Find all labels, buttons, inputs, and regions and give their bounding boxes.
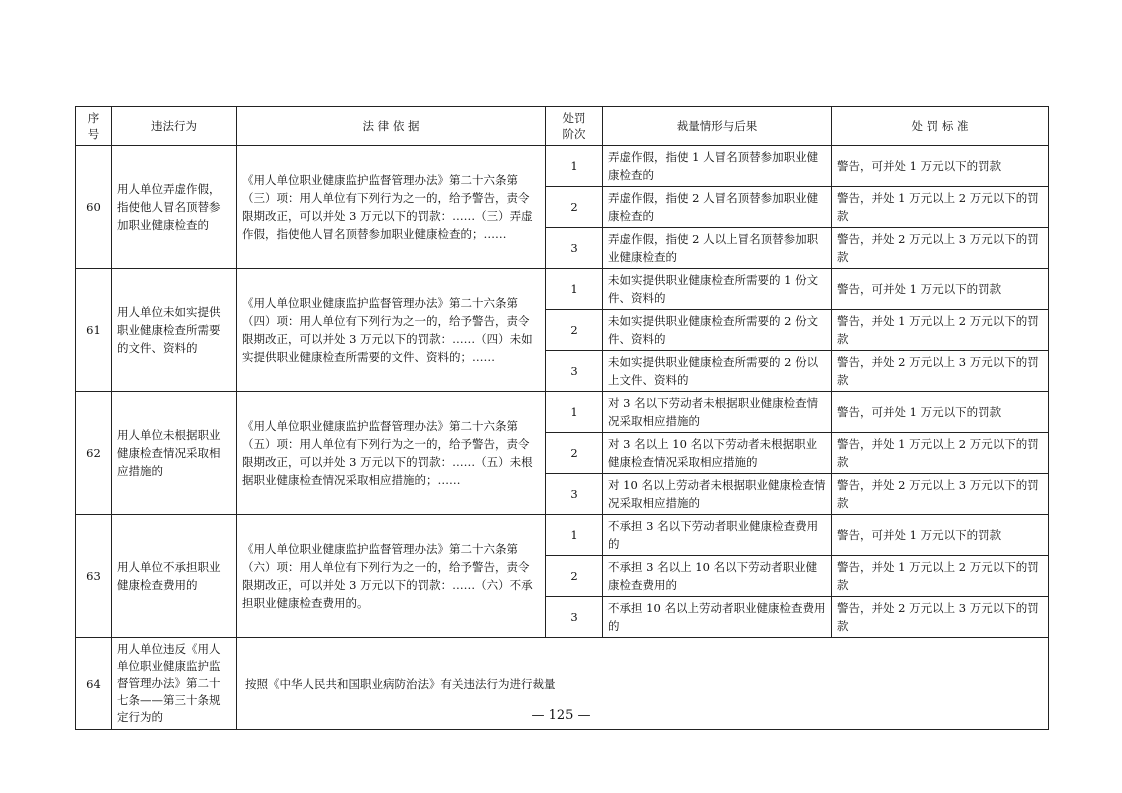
header-row (76, 107, 1049, 146)
circumstance: 未如实提供职业健康检查所需要的 2 份文件、资料的 (603, 310, 832, 351)
circumstance: 对 3 名以上 10 名以下劳动者未根据职业健康检查情况采取相应措施的 (603, 433, 832, 474)
legal-basis: 《用人单位职业健康监护监督管理办法》第二十六条第（四）项：用人单位有下列行为之一的，给予警告，责令限期改正，可以并处 3 万元以下的罚款：……（四）未如实提供职业健康检查所需要的文件、资料的；…… (237, 269, 546, 392)
penalty-standard: 警告，并处 2 万元以上 3 万元以下的罚款 (832, 228, 1049, 269)
header-times: 处罚 阶次 (546, 107, 603, 146)
penalty-level: 1 (546, 515, 603, 556)
row-number: 61 (76, 269, 112, 392)
row-number: 60 (76, 146, 112, 269)
penalty-standard: 警告，可并处 1 万元以下的罚款 (832, 515, 1049, 556)
penalty-standard: 警告，并处 2 万元以上 3 万元以下的罚款 (832, 597, 1049, 638)
header-basis: 法 律 依 据 (237, 107, 546, 146)
circumstance: 对 10 名以上劳动者未根据职业健康检查情况采取相应措施的 (603, 474, 832, 515)
page-number: — 125 — (531, 708, 591, 723)
legal-basis-merged: 按照《中华人民共和国职业病防治法》有关违法行为进行裁量 (237, 638, 1049, 730)
header-behavior: 违法行为 (112, 107, 237, 146)
penalty-level: 2 (546, 556, 603, 597)
header-circumstance: 裁量情形与后果 (603, 107, 832, 146)
violation-behavior: 用人单位未根据职业健康检查情况采取相应措施的 (112, 392, 237, 515)
circumstance: 未如实提供职业健康检查所需要的 2 份以上文件、资料的 (603, 351, 832, 392)
penalty-standard: 警告，并处 1 万元以上 2 万元以下的罚款 (832, 433, 1049, 474)
violation-behavior: 用人单位违反《用人单位职业健康监护监督管理办法》第二十七条——第三十条规定行为的 (112, 638, 237, 730)
penalty-standard: 警告，并处 1 万元以上 2 万元以下的罚款 (832, 310, 1049, 351)
penalty-standard: 警告，并处 1 万元以上 2 万元以下的罚款 (832, 556, 1049, 597)
legal-basis: 《用人单位职业健康监护监督管理办法》第二十六条第（五）项：用人单位有下列行为之一的，给予警告，责令限期改正，可以并处 3 万元以下的罚款：……（五）未根据职业健康检查情况采取相应措施的；…… (237, 392, 546, 515)
penalty-level: 1 (546, 269, 603, 310)
row-number: 62 (76, 392, 112, 515)
penalty-level: 2 (546, 433, 603, 474)
circumstance: 不承担 3 名以上 10 名以下劳动者职业健康检查费用的 (603, 556, 832, 597)
circumstance: 未如实提供职业健康检查所需要的 1 份文件、资料的 (603, 269, 832, 310)
penalty-standard: 警告，并处 1 万元以上 2 万元以下的罚款 (832, 187, 1049, 228)
penalty-level: 1 (546, 392, 603, 433)
violation-behavior: 用人单位不承担职业健康检查费用的 (112, 515, 237, 638)
penalty-level: 1 (546, 146, 603, 187)
penalty-standard: 警告，并处 2 万元以上 3 万元以下的罚款 (832, 474, 1049, 515)
header-standard: 处 罚 标 准 (832, 107, 1049, 146)
penalty-standard: 警告，可并处 1 万元以下的罚款 (832, 269, 1049, 310)
violation-behavior: 用人单位未如实提供职业健康检查所需要的文件、资料的 (112, 269, 237, 392)
circumstance: 弄虚作假，指使 1 人冒名顶替参加职业健康检查的 (603, 146, 832, 187)
circumstance: 弄虚作假，指使 2 人冒名顶替参加职业健康检查的 (603, 187, 832, 228)
penalty-standard: 警告，并处 2 万元以上 3 万元以下的罚款 (832, 351, 1049, 392)
penalty-level: 3 (546, 228, 603, 269)
circumstance: 对 3 名以下劳动者未根据职业健康检查情况采取相应措施的 (603, 392, 832, 433)
table-row (76, 269, 1049, 310)
table-row (76, 146, 1049, 187)
penalty-level: 2 (546, 187, 603, 228)
penalty-level: 2 (546, 310, 603, 351)
penalty-level: 3 (546, 474, 603, 515)
violation-behavior: 用人单位弄虚作假，指使他人冒名顶替参加职业健康检查的 (112, 146, 237, 269)
header-no: 序 号 (76, 107, 112, 146)
penalty-level: 3 (546, 351, 603, 392)
row-number: 64 (76, 638, 112, 730)
table-row (76, 392, 1049, 433)
penalty-table (75, 106, 1049, 730)
penalty-standard: 警告，可并处 1 万元以下的罚款 (832, 146, 1049, 187)
circumstance: 不承担 3 名以下劳动者职业健康检查费用的 (603, 515, 832, 556)
penalty-standard: 警告，可并处 1 万元以下的罚款 (832, 392, 1049, 433)
penalty-level: 3 (546, 597, 603, 638)
row-number: 63 (76, 515, 112, 638)
legal-basis: 《用人单位职业健康监护监督管理办法》第二十六条第（三）项：用人单位有下列行为之一的，给予警告，责令限期改正，可以并处 3 万元以下的罚款：……（三）弄虚作假，指使他人冒名顶替参加职业健康检查的；…… (237, 146, 546, 269)
circumstance: 不承担 10 名以上劳动者职业健康检查费用的 (603, 597, 832, 638)
circumstance: 弄虚作假，指使 2 人以上冒名顶替参加职业健康检查的 (603, 228, 832, 269)
table-row (76, 515, 1049, 556)
legal-basis: 《用人单位职业健康监护监督管理办法》第二十六条第（六）项：用人单位有下列行为之一的，给予警告，责令限期改正，可以并处 3 万元以下的罚款：……（六）不承担职业健康检查费用的。 (237, 515, 546, 638)
